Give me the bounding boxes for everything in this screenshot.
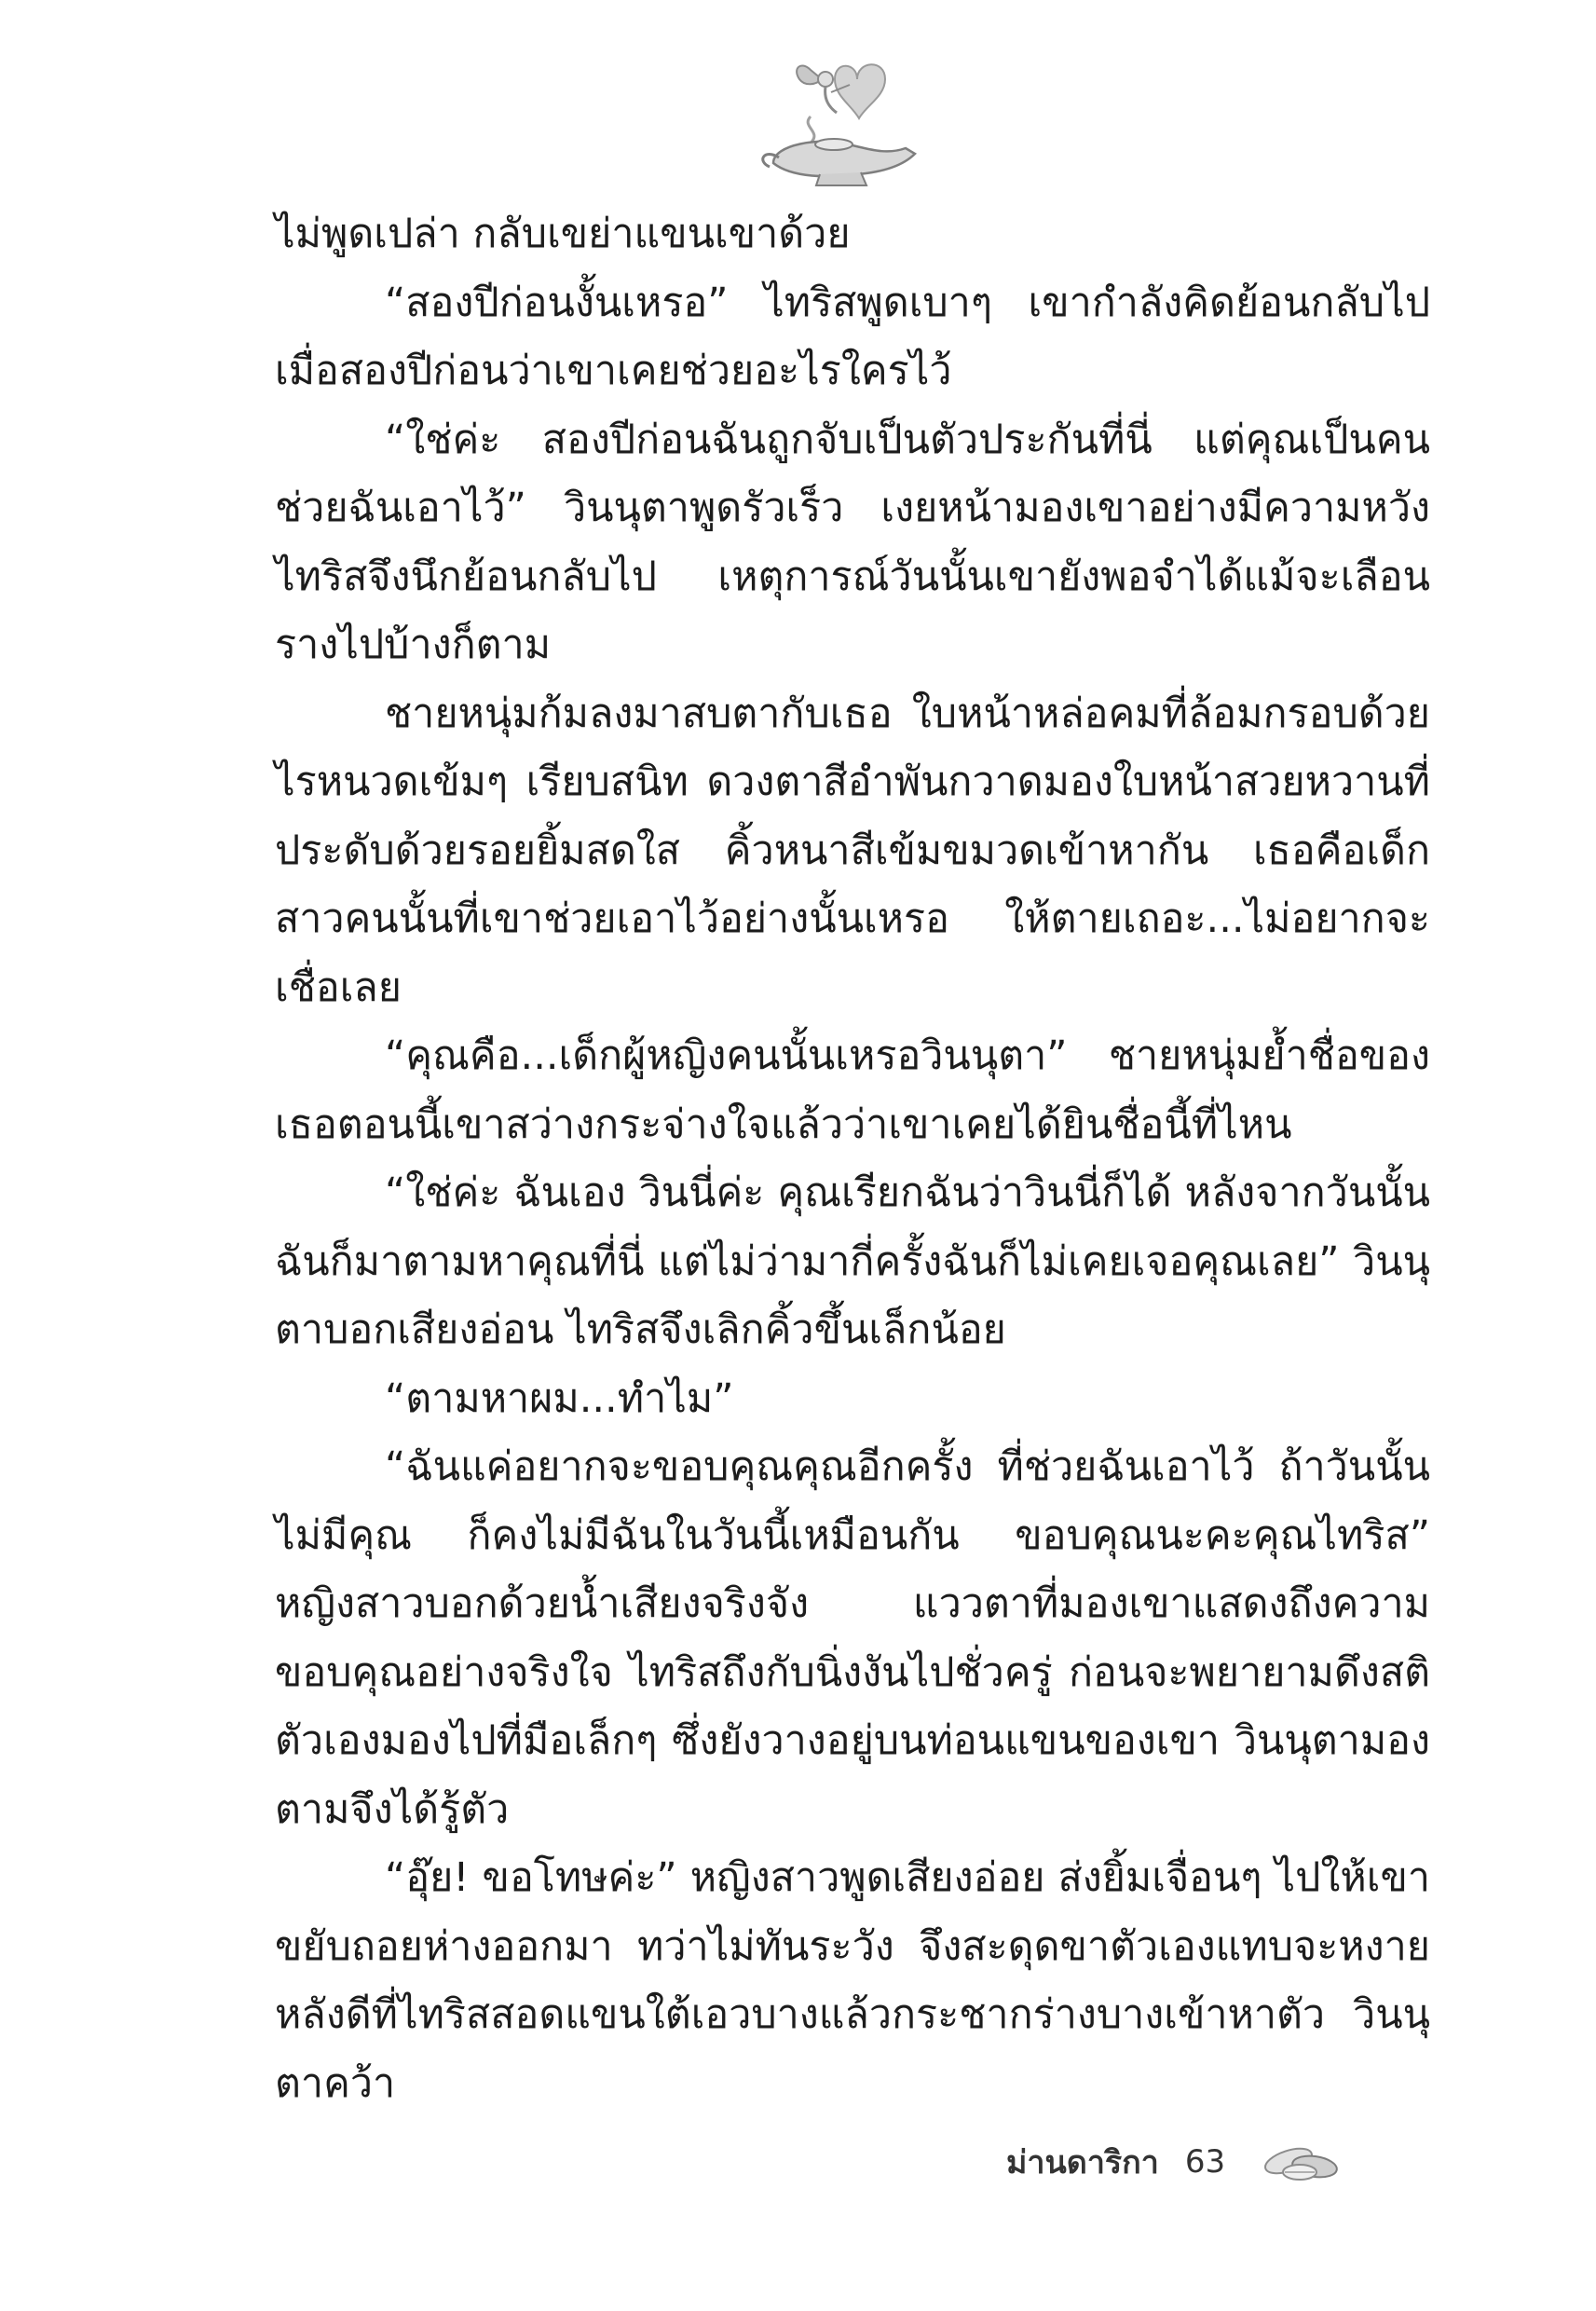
paragraph: “คุณคือ...เด็กผู้หญิงคนนั้นเหรอวินนุตา” ชายหนุ่มย้ำชื่อของเธอตอนนี้เขาสว่างกระจ่างใจแล้วว่าเขาเคยได้ยินชื่อนี้ที่ไหน	[275, 1032, 1430, 1148]
paragraph: ชายหนุ่มก้มลงมาสบตากับเธอ ใบหน้าหล่อคมที่ล้อมกรอบด้วยไรหนวดเข้มๆ เรียบสนิท ดวงตาสีอำพันกวาดมองใบหน้าสวยหวานที่ประดับด้วยรอยยิ้มสดใส คิ้วหนาสีเข้มขมวดเข้าหากัน เธอคือเด็กสาวคนนั้นที่เขาช่วยเอาไว้อย่างนั้นเหรอ ให้ตายเถอะ...ไม่อยากจะเชื่อเลย	[275, 690, 1430, 1011]
paragraph: “ใช่ค่ะ ฉันเอง วินนี่ค่ะ คุณเรียกฉันว่าวินนี่ก็ได้ หลังจากวันนั้นฉันก็มาตามหาคุณที่นี่ แต่ไม่ว่ามากี่ครั้งฉันก็ไม่เคยเจอคุณเลย” วินนุตาบอกเสียงอ่อน ไทริสจึงเลิกคิ้วขึ้นเล็กน้อย	[275, 1169, 1430, 1353]
book-title: ม่านดาริกา	[1006, 2144, 1159, 2181]
page-number: 63	[1184, 2143, 1226, 2181]
magic-lamp-heart-icon	[745, 51, 932, 191]
paragraph: “ฉันแค่อยากจะขอบคุณคุณอีกครั้ง ที่ช่วยฉันเอาไว้ ถ้าวันนั้นไม่มีคุณ ก็คงไม่มีฉันในวันนี้เหมือนกัน ขอบคุณนะคะคุณไทริส” หญิงสาวบอกด้วยน้ำเสียงจริงจัง แววตาที่มองเขาแสดงถึงความขอบคุณอย่างจริงใจ ไทริสถึงกับนิ่งงันไปชั่วครู่ ก่อนจะพยายามดึงสติตัวเองมองไปที่มือเล็กๆ ซึ่งยังวางอยู่บนท่อนแขนของเขา วินนุตามองตามจึงได้รู้ตัว	[275, 1443, 1430, 1833]
pills-icon	[1257, 2139, 1345, 2185]
paragraph: “ใช่ค่ะ สองปีก่อนฉันถูกจับเป็นตัวประกันที่นี่ แต่คุณเป็นคนช่วยฉันเอาไว้” วินนุตาพูดรัวเร็ว เงยหน้ามองเขาอย่างมีความหวัง ไทริสจึงนึกย้อนกลับไป เหตุการณ์วันนั้นเขายังพอจำได้แม้จะเลือนรางไปบ้างก็ตาม	[275, 416, 1430, 668]
paragraph: ไม่พูดเปล่า กลับเขย่าแขนเขาด้วย	[275, 211, 851, 257]
page-footer	[1006, 2134, 1345, 2190]
paragraph: “อุ๊ย! ขอโทษค่ะ” หญิงสาวพูดเสียงอ่อย ส่งยิ้มเจื่อนๆ ไปให้เขาขยับถอยห่างออกมา ทว่าไม่ทันระวัง จึงสะดุดขาตัวเองแทบจะหงายหลังดีที่ไทริสสอดแขนใต้เอวบางแล้วกระชากร่างบางเข้าหาตัว วินนุตาคว้า	[275, 1854, 1430, 2107]
body-text	[275, 200, 1430, 2118]
paragraph: “สองปีก่อนงั้นเหรอ” ไทริสพูดเบาๆ เขากำลังคิดย้อนกลับไปเมื่อสองปีก่อนว่าเขาเคยช่วยอะไรใครไว้	[275, 279, 1430, 394]
paragraph: “ตามหาผม...ทำไม”	[385, 1374, 734, 1422]
